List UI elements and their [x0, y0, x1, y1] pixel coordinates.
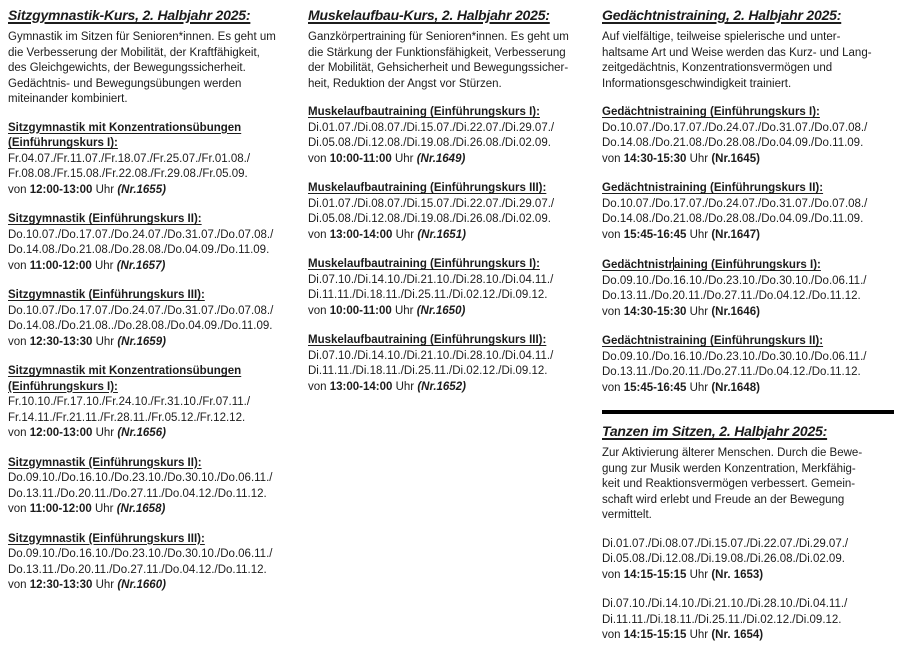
course-dates-line: Do.14.08./Do.21.08./Do.28.08./Do.04.09./Do.11.09. [602, 137, 864, 149]
time-unit-label: Uhr [689, 381, 709, 394]
course-number: (Nr.1648) [711, 381, 760, 394]
time-range: 13:00-14:00 [329, 228, 393, 241]
course-dates-line: Fr.10.10./Fr.17.10./Fr.24.10./Fr.31.10./Fr.07.11./ [8, 396, 251, 408]
text-line: heit, Reduktion der Angst vor Stürzen. [308, 77, 502, 90]
course-dates-line: Do.09.10./Do.16.10./Do.23.10./Do.30.10./Do.06.11./ [8, 548, 273, 560]
time-prefix-label: von [602, 228, 621, 241]
course-block [308, 181, 596, 243]
course-dates-line: Do.13.11./Do.20.11./Do.27.11./Do.04.12./Do.11.12. [8, 563, 267, 576]
course-number: (Nr. 1653) [711, 568, 764, 581]
time-unit-label: Uhr [395, 228, 415, 241]
course-number: (Nr.1645) [711, 152, 760, 165]
text-line: des Gleichgewichts, der Bewegungssicherheit. [8, 62, 246, 74]
course-dates-line: Fr.14.11./Fr.21.11./Fr.28.11./Fr.05.12./Fr.12.12. [8, 411, 246, 424]
text-line: vermittelt. [602, 509, 652, 521]
course-dates-line: Do.14.08./Do.21.08./Do.28.08./Do.04.09./Do.11.09. [8, 244, 270, 256]
text-line: zeitgedächtnis, Konzentrationsvermögen und [602, 62, 833, 74]
column-sitzgymnastik [8, 5, 300, 608]
time-unit-label: Uhr [94, 503, 114, 515]
time-unit-label: Uhr [689, 629, 709, 641]
time-unit-label: Uhr [394, 152, 414, 165]
course-dates-line: Di.01.07./Di.08.07./Di.15.07./Di.22.07./Di.29.07./ [602, 537, 849, 550]
course-dates-line: Di.07.10./Di.14.10./Di.21.10./Di.28.10./Di.04.11./ [308, 273, 554, 286]
course-time-line [308, 228, 596, 244]
time-range: 14:15-15:15 [623, 629, 687, 641]
time-range: 11:00-12:00 [29, 503, 92, 515]
course-dates-line: Di.07.10./Di.14.10./Di.21.10./Di.28.10./Di.04.11./ [308, 349, 554, 362]
course-time-line [602, 628, 894, 644]
course-block [602, 334, 894, 396]
course-dates-line: Di.05.08./Di.12.08./Di.19.08./Di.26.08./Di.02.09. [308, 213, 551, 225]
course-dates-line: Do.13.11./Do.20.11./Do.27.11./Do.04.12./Do.11.12. [602, 366, 861, 378]
text-line: haltsame Art und Weise werden das Kurz- und Lang- [602, 46, 872, 59]
column-intro [602, 30, 894, 92]
course-block [602, 105, 894, 167]
course-time-line [8, 335, 300, 351]
course-dates-line: Do.09.10./Do.16.10./Do.23.10./Do.30.10./Do.06.11./ [602, 350, 867, 363]
course-dates-line: Di.01.07./Di.08.07./Di.15.07./Di.22.07./Di.29.07./ [308, 121, 555, 134]
course-number: (Nr.1651) [417, 228, 466, 241]
text-line: Zur Aktivierung älterer Menschen. Durch die Bewe- [602, 447, 863, 459]
course-time-line [8, 259, 300, 275]
text-line: Ganzkörpertraining für Senioren*innen. Es geht um [308, 31, 569, 43]
time-unit-label: Uhr [394, 304, 414, 317]
time-prefix-label: von [8, 579, 27, 591]
course-number: (Nr.1646) [711, 305, 760, 318]
time-unit-label: Uhr [689, 568, 709, 581]
course-dates-line: Do.10.07./Do.17.07./Do.24.07./Do.31.07./Do.07.08./ [8, 228, 274, 241]
course-heading: Gedächtnistraining (Einführungskurs II): [602, 182, 824, 194]
time-prefix-label: von [8, 427, 27, 439]
course-number: (Nr.1649) [416, 152, 466, 165]
course-heading: Gedächtnistraining (Einführungskurs I): [602, 106, 820, 118]
course-block [8, 456, 300, 518]
time-range: 12:30-13:30 [29, 335, 93, 348]
time-prefix-label: von [602, 381, 621, 394]
course-block [308, 105, 596, 167]
course-dates-line: Di.07.10./Di.14.10./Di.21.10./Di.28.10./Di.04.11./ [602, 598, 848, 610]
course-dates-line: Do.13.11./Do.20.11./Do.27.11./Do.04.12./Do.11.12. [8, 487, 267, 500]
course-number: (Nr.1658) [116, 503, 166, 515]
time-unit-label: Uhr [689, 228, 709, 241]
course-number: (Nr. 1654) [711, 629, 764, 641]
course-number: (Nr.1655) [117, 183, 166, 196]
time-range: 12:30-13:30 [29, 579, 93, 591]
course-dates-line: Fr.08.08./Fr.15.08./Fr.22.08./Fr.29.08./Fr.05.09. [8, 168, 248, 180]
time-range: 10:00-11:00 [329, 152, 392, 165]
course-block [308, 257, 596, 319]
course-block [8, 121, 300, 199]
course-heading-text: aining (Einführungskurs I): [673, 259, 821, 271]
course-time-line [308, 304, 596, 320]
column-title: Gedächtnistraining, 2. Halbjahr 2025: [602, 7, 842, 23]
time-prefix-label: von [602, 568, 621, 581]
course-time-line [8, 502, 300, 518]
time-range: 10:00-11:00 [329, 304, 392, 317]
course-block [8, 288, 300, 350]
text-line: die Stärkung der Funktionsfähigkeit, Verbesserung [308, 46, 566, 59]
time-prefix-label: von [308, 380, 327, 393]
course-list [308, 105, 596, 395]
course-list [602, 105, 894, 396]
course-dates-line: Do.14.08./Do.21.08./Do.28.08./Do.04.09./Do.11.09. [602, 213, 864, 225]
column-muskelaufbau [308, 5, 596, 409]
time-range: 14:30-15:30 [623, 305, 687, 318]
course-dates-line: Di.11.11./Di.18.11./Di.25.11./Di.02.12./Di.09.12. [308, 365, 548, 377]
course-heading: Gedächtnistraining (Einführungskurs II): [602, 335, 824, 347]
course-dates-line: Di.11.11./Di.18.11./Di.25.11./Di.02.12./Di.09.12. [308, 289, 548, 301]
text-line: gung zur Musik werden Konzentration, Merkfähig- [602, 462, 856, 475]
course-list [8, 121, 300, 594]
section-intro [602, 446, 894, 524]
course-time-line [8, 426, 300, 442]
time-prefix-label: von [602, 629, 621, 641]
course-heading: Sitzgymnastik (Einführungskurs III): [8, 289, 205, 301]
time-unit-label: Uhr [689, 305, 709, 318]
time-unit-label: Uhr [689, 152, 709, 165]
course-dates-line: Di.01.07./Di.08.07./Di.15.07./Di.22.07./Di.29.07./ [308, 197, 555, 210]
course-heading: Sitzgymnastik (Einführungskurs II): [8, 213, 202, 225]
course-heading: Sitzgymnastik (Einführungskurs III): [8, 532, 205, 545]
course-number: (Nr.1652) [417, 380, 466, 393]
course-block [602, 537, 894, 584]
course-heading [602, 257, 894, 274]
text-line: Informationsgeschwindigkeit trainiert. [602, 77, 792, 90]
column-gedaechtnistraining [602, 5, 894, 658]
course-heading: (Einführungskurs I): [8, 137, 118, 149]
time-range: 15:45-16:45 [623, 228, 687, 241]
text-line: Auf vielfältige, teilweise spielerische und unter- [602, 31, 841, 43]
section-divider [602, 410, 894, 414]
column-title: Muskelaufbau-Kurs, 2. Halbjahr 2025: [308, 7, 550, 23]
course-dates-line: Di.05.08./Di.12.08./Di.19.08./Di.26.08./Di.02.09. [602, 553, 845, 565]
course-dates-line: Do.10.07./Do.17.07./Do.24.07./Do.31.07./Do.07.08./ [8, 304, 274, 317]
time-range: 15:45-16:45 [623, 381, 687, 394]
text-line: die Verbesserung der Mobilität, der Kraftfähigkeit, [8, 46, 260, 59]
course-number: (Nr.1656) [117, 427, 166, 439]
section-title: Tanzen im Sitzen, 2. Halbjahr 2025: [602, 423, 828, 439]
course-time-line [602, 305, 894, 321]
course-dates-line: Di.11.11./Di.18.11./Di.25.11./Di.02.12./Di.09.12. [602, 613, 842, 626]
course-heading: Sitzgymnastik mit Konzentrationsübungen [8, 121, 242, 134]
time-unit-label: Uhr [94, 259, 114, 272]
time-prefix-label: von [308, 228, 327, 241]
course-number: (Nr.1647) [711, 228, 760, 241]
course-dates-line: Do.10.07./Do.17.07./Do.24.07./Do.31.07./Do.07.08./ [602, 197, 868, 210]
schedule-list [602, 537, 894, 644]
time-prefix-label: von [8, 335, 27, 348]
course-time-line [602, 228, 894, 244]
course-time-line [8, 578, 300, 594]
time-range: 13:00-14:00 [329, 380, 393, 393]
time-prefix-label: von [8, 259, 27, 272]
course-block [8, 212, 300, 274]
text-line: Gedächtnis- und Bewegungsübungen werden [8, 77, 242, 90]
course-block [8, 532, 300, 594]
course-heading: Muskelaufbautraining (Einführungskurs III): [308, 334, 547, 346]
course-block [602, 257, 894, 320]
course-time-line [308, 152, 596, 168]
course-number: (Nr.1650) [416, 304, 466, 317]
course-time-line [602, 568, 894, 584]
time-range: 14:15-15:15 [623, 568, 687, 581]
time-prefix-label: von [602, 305, 621, 318]
time-range: 14:30-15:30 [623, 152, 687, 165]
time-unit-label: Uhr [95, 335, 115, 348]
text-line: keit und Reaktionsvermögen verbessert. Gemein- [602, 478, 856, 490]
course-block [602, 597, 894, 644]
time-unit-label: Uhr [395, 380, 415, 393]
course-number: (Nr.1657) [116, 259, 166, 272]
course-dates-line: Do.10.07./Do.17.07./Do.24.07./Do.31.07./Do.07.08./ [602, 121, 868, 134]
time-prefix-label: von [8, 183, 27, 196]
course-dates-line: Di.05.08./Di.12.08./Di.19.08./Di.26.08./Di.02.09. [308, 137, 551, 149]
time-prefix-label: von [308, 304, 327, 317]
course-heading: Muskelaufbautraining (Einführungskurs I): [308, 106, 540, 118]
course-heading-text: Gedächtnistr [602, 259, 673, 271]
text-line: schaft wird erlebt und Freude an der Bewegung [602, 493, 845, 506]
course-time-line [8, 183, 300, 199]
column-intro [8, 30, 300, 108]
column-title: Sitzgymnastik-Kurs, 2. Halbjahr 2025: [8, 7, 251, 23]
course-block [602, 181, 894, 243]
course-number: (Nr.1660) [117, 579, 166, 591]
time-unit-label: Uhr [95, 579, 115, 591]
course-time-line [602, 152, 894, 168]
course-dates-line: Do.09.10./Do.16.10./Do.23.10./Do.30.10./Do.06.11./ [602, 274, 867, 287]
course-dates-line: Do.13.11./Do.20.11./Do.27.11./Do.04.12./Do.11.12. [602, 290, 861, 302]
course-time-line [308, 380, 596, 396]
time-prefix-label: von [308, 152, 327, 165]
course-heading: Muskelaufbautraining (Einführungskurs I): [308, 258, 540, 270]
text-line: der Mobilität, Gehsicherheit und Bewegungssicher- [308, 62, 569, 74]
course-heading: Sitzgymnastik mit Konzentrationsübungen [8, 365, 242, 377]
course-time-line [602, 381, 894, 397]
course-number: (Nr.1659) [117, 335, 166, 348]
course-dates-line: Fr.04.07./Fr.11.07./Fr.18.07./Fr.25.07./Fr.01.08./ [8, 152, 251, 165]
time-unit-label: Uhr [95, 427, 115, 439]
time-range: 11:00-12:00 [29, 259, 92, 272]
course-heading: Sitzgymnastik (Einführungskurs II): [8, 456, 202, 469]
time-prefix-label: von [602, 152, 621, 165]
course-dates-line: Do.09.10./Do.16.10./Do.23.10./Do.30.10./Do.06.11./ [8, 472, 273, 484]
time-range: 12:00-13:00 [29, 427, 93, 439]
section-tanzen-im-sitzen [602, 421, 894, 644]
time-range: 12:00-13:00 [29, 183, 93, 196]
text-line: Gymnastik im Sitzen für Senioren*innen. Es geht um [8, 31, 276, 43]
course-dates-line: Do.14.08./Do.21.08../Do.28.08./Do.04.09./Do.11.09. [8, 320, 273, 332]
course-heading: (Einführungskurs I): [8, 380, 118, 393]
text-line: miteinander kombiniert. [8, 93, 128, 105]
course-block [8, 364, 300, 442]
time-prefix-label: von [8, 503, 27, 515]
course-block [308, 333, 596, 395]
column-intro [308, 30, 596, 92]
course-heading: Muskelaufbautraining (Einführungskurs III): [308, 182, 547, 194]
time-unit-label: Uhr [95, 183, 115, 196]
